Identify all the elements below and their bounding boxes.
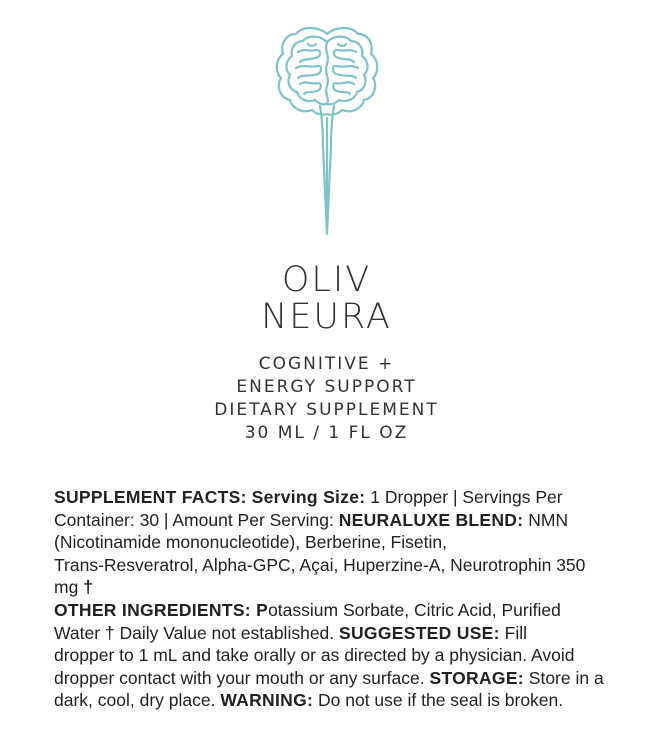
facts-line-3: (Nicotinamide mononucleotide), Berberine, Fisetin, <box>54 532 447 553</box>
subtitle-line-4: 30 ML / 1 FL OZ <box>244 423 409 443</box>
nmn-text: NMN <box>523 509 569 530</box>
store-text: Store in a <box>523 667 604 688</box>
water-text: Water † Daily Value not established. <box>54 622 340 643</box>
other-ingredients-heading: OTHER INGREDIENTS: P <box>54 599 269 620</box>
facts-line-10 <box>54 689 609 712</box>
facts-line-9 <box>54 667 609 690</box>
other-ingredients-text: otassium Sorbate, Citric Acid, Purified <box>268 599 561 620</box>
dagger-symbol: † <box>83 577 94 598</box>
facts-line-5 <box>54 576 609 599</box>
brand-name-line-1: OLIV <box>281 260 372 300</box>
warning-heading: WARNING: <box>220 690 314 711</box>
brain-dropper-icon <box>272 22 382 240</box>
warning-text: Do not use if the seal is broken. <box>313 690 564 711</box>
subtitle-line-1: COGNITIVE + <box>258 354 395 374</box>
brand-name-line-2: NEURA <box>261 297 392 337</box>
facts-line-1 <box>54 486 609 509</box>
supplement-facts-heading: SUPPLEMENT FACTS: <box>54 487 247 507</box>
serving-size-heading: Serving Size: <box>251 487 366 507</box>
supplement-facts-text <box>54 486 609 712</box>
facts-line-8: dropper to 1 mL and take orally or as directed by a physician. Avoid <box>54 645 575 666</box>
facts-line-6 <box>54 599 609 622</box>
dark-place-text: dark, cool, dry place. <box>54 690 221 711</box>
facts-line-7 <box>54 622 609 645</box>
suggested-use-heading: SUGGESTED USE: <box>339 622 500 643</box>
container-text: Container: 30 | Amount Per Serving: <box>54 509 339 530</box>
contact-text: dropper contact with your mouth or any surface. <box>54 667 430 688</box>
mg-text: mg <box>54 577 84 598</box>
facts-line-2 <box>54 509 609 532</box>
fill-text: Fill <box>499 622 527 643</box>
serving-size-text: 1 Dropper | Servings Per <box>365 487 563 507</box>
storage-heading: STORAGE: <box>429 667 524 688</box>
subtitle-line-3: DIETARY SUPPLEMENT <box>214 400 439 420</box>
facts-line-4: Trans-Resveratrol, Alpha-GPC, Açai, Huperzine-A, Neurotrophin 350 <box>54 554 586 575</box>
subtitle-line-2: ENERGY SUPPORT <box>236 377 417 397</box>
blend-heading: NEURALUXE BLEND: <box>338 509 524 530</box>
